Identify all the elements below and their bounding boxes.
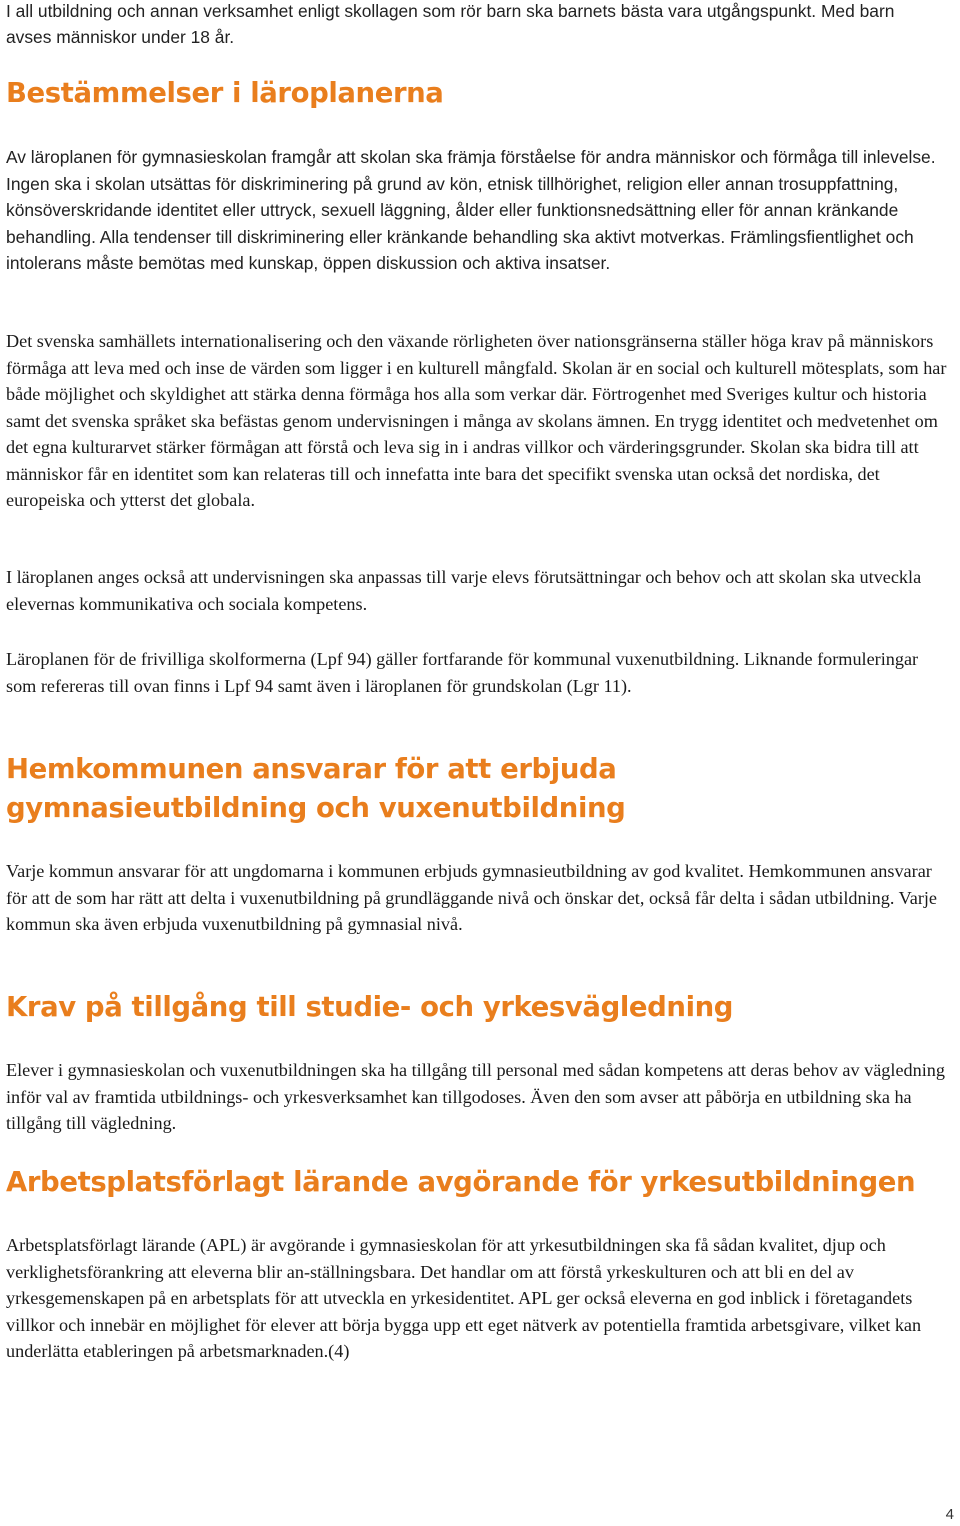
section-heading-laroplaner: Bestämmelser i läroplanerna bbox=[6, 77, 444, 109]
section-heading-apl: Arbetsplatsförlagt lärande avgörande för yrkesutbildningen bbox=[6, 1166, 916, 1198]
paragraph-vagledning: Elever i gymnasieskolan och vuxenutbildningen ska ha tillgång till personal med sådan kompetens att deras behov av vägledning inför val av framtida utbildnings- och yrkesverksamhet kan tillgodoses. Även den som avser att påbörja en utbildning ska ha tillgång till vägledning. bbox=[6, 1060, 945, 1133]
paragraph-internationalisering: Det svenska samhällets internationalisering och den växande rörligheten över nationsgränserna ställer höga krav på människors förmåga att leva med och inse de värden som ligger i en kulturell mångfald. Skolan är en social och kulturell mötesplats, som har både möjlighet och skyldighet att stärka denna förmåga hos alla som verkar där. Förtrogenhet med Sveriges kultur och historia samt det svenska språket ska befästas genom undervisningen i många av skolans ämnen. En trygg identitet och medvetenhet om det egna kulturarvet stärker förmågan att förstå och leva sig in i andras villkor och värderingsgrunder. Skolan ska bidra till att människor får en identitet som kan relateras till och innefatta inte bara det specifikt svenska utan också det nordiska, det europeiska och ytterst det globala. bbox=[6, 331, 947, 510]
paragraph-lpf94: Läroplanen för de frivilliga skolformerna (Lpf 94) gäller fortfarande för kommunal vuxenutbildning. Liknande formuleringar som refereras till ovan finns i Lpf 94 samt även i läroplanen för grundskolan (Lgr 11). bbox=[6, 649, 919, 696]
page-number: 4 bbox=[945, 1506, 954, 1523]
paragraph-diskriminering bbox=[6, 144, 946, 277]
paragraph-apl: Arbetsplatsförlagt lärande (APL) är avgörande i gymnasieskolan för att yrkesutbildningen ska få sådan kvalitet, djup och verklighetsförankring att eleverna blir an-ställningsbara. Det handlar om att förstå yrkeskulturen och att bli en del av yrkesgemenskapen på en arbetsplats för att utveckla en yrkesidentitet. APL ger också eleverna en god inblick i företagandets villkor och innebär en möjlighet för elever att börja bygga upp ett eget nätverk av potentiella framtida arbetsgivare, vilket kan underlätta etableringen på arbetsmarknaden.(4) bbox=[6, 1235, 922, 1361]
section-heading-vagledning: Krav på tillgång till studie- och yrkesvägledning bbox=[6, 991, 734, 1023]
intro-paragraph: I all utbildning och annan verksamhet enligt skollagen som rör barn ska barnets bästa vara utgångspunkt. Med barn avses människor under 18 år. bbox=[6, 1, 895, 47]
section-heading-hemkommunen: Hemkommunen ansvarar för att erbjuda gymnasieutbildning och vuxenutbildning bbox=[6, 753, 626, 824]
paragraph-diskriminering-lead: Av läroplanen för gymnasieskolan framgår att skolan ska främja förståelse för andra människor och förmåga till inlevelse. bbox=[6, 147, 936, 167]
paragraph-diskriminering-body: Ingen ska i skolan utsättas för diskriminering på grund av kön, etnisk tillhörighet, religion eller annan trosuppfattning, könsöverskridande identitet eller uttryck, sexuell läggning, ålder eller funktionsnedsättning eller för annan kränkande behandling. Alla tendenser till diskriminering eller kränkande behandling ska aktivt motverkas. Främlingsfientlighet och intolerans måste bemötas med kunskap, öppen diskussion och aktiva insatser. bbox=[6, 173, 914, 273]
paragraph-anpassning: I läroplanen anges också att undervisningen ska anpassas till varje elevs förutsättningar och behov och att skolan ska utveckla elevernas kommunikativa och sociala kompetens. bbox=[6, 567, 922, 614]
paragraph-hemkommunen: Varje kommun ansvarar för att ungdomarna i kommunen erbjuds gymnasieutbildning av god kvalitet. Hemkommunen ansvarar för att de som har rätt att delta i vuxenutbildning på grundläggande nivå och önskar det, också får delta i sådan utbildning. Varje kommun ska även erbjuda vuxenutbildning på gymnasial nivå. bbox=[6, 861, 937, 934]
